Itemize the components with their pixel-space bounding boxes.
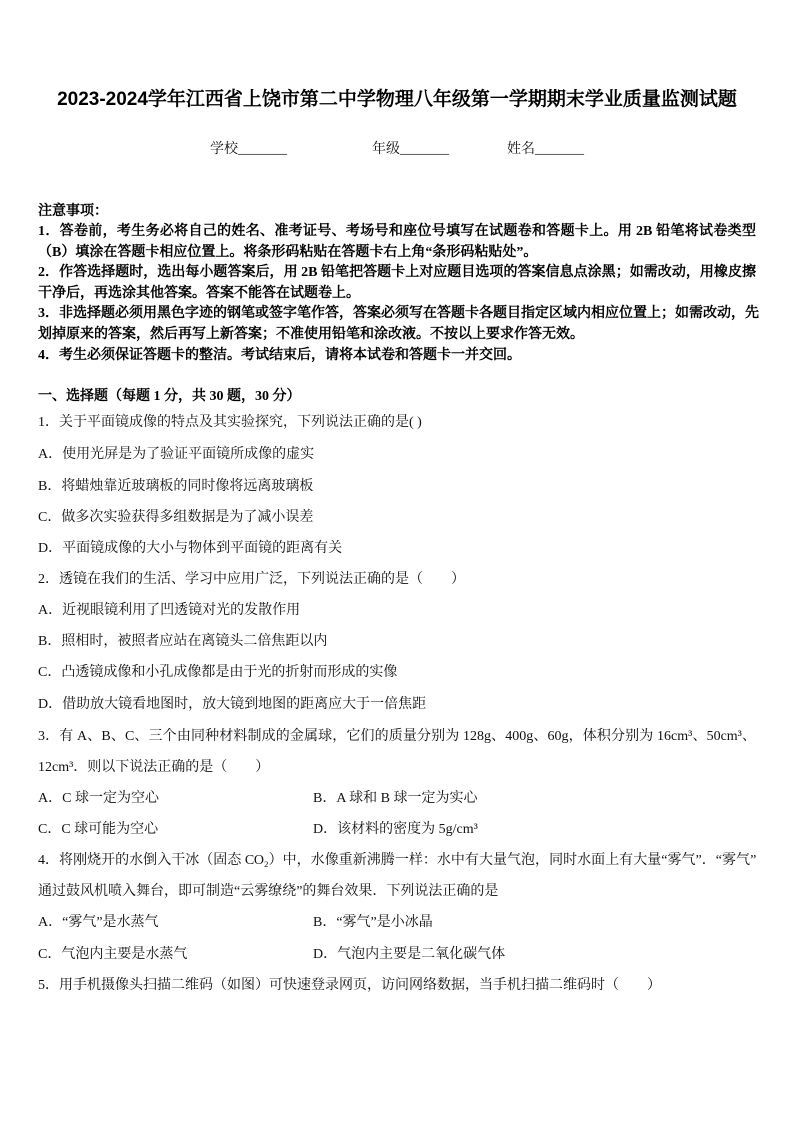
question-2-option-c: C．凸透镜成像和小孔成像都是由于光的折射而形成的实像 <box>38 665 398 680</box>
question-2-option-a: A．近视眼镜利用了凹透镜对光的发散作用 <box>38 603 301 618</box>
question-1-option-d: D．平面镜成像的大小与物体到平面镜的距离有关 <box>38 541 343 556</box>
question-4-stem: 4．将刚烧开的水倒入干冰（固态 CO₂）中，水像重新沸腾一样：水中有大量气泡，同时水面上有大量“雾气”．“雾气” <box>38 853 756 868</box>
question-3-stem: 3．有 A、B、C、三个由同种材料制成的金属球，它们的质量分别为 128g、400g、60g，体积分别为 16cm³、50cm³、 <box>38 729 756 744</box>
question-1-option-a: A．使用光屏是为了验证平面镜所成像的虚实 <box>38 447 315 462</box>
question-4-stem: 通过鼓风机喷入舞台，即可制造“云雾缭绕”的舞台效果．下列说法正确的是 <box>38 884 499 899</box>
question-4-option-b: B．“雾气”是小冰晶 <box>313 915 433 930</box>
question-3-stem: 12cm³．则以下说法正确的是（ ） <box>38 760 270 775</box>
question-1-option-c: C．做多次实验获得多组数据是为了减小误差 <box>38 510 314 525</box>
notice-line: 3．非选择题必须用黑色字迹的钢笔或签字笔作答，答案必须写在答题卡各题目指定区域内相应位置上；如需改动，先 <box>38 306 759 321</box>
section-heading: 一、选择题（每题 1 分，共 30 题，30 分） <box>38 389 301 404</box>
grade-field: 年级_______ <box>372 142 449 157</box>
question-3-option-c: C．C 球可能为空心 <box>38 822 159 837</box>
notice-line: 4．考生必须保证答题卡的整洁。考试结束后，请将本试卷和答题卡一并交回。 <box>38 348 521 363</box>
question-1-stem: 1．关于平面镜成像的特点及其实验探究，下列说法正确的是( ) <box>38 415 422 430</box>
question-1-option-b: B．将蜡烛靠近玻璃板的同时像将远离玻璃板 <box>38 479 314 494</box>
question-4-option-d: D．气泡内主要是二氧化碳气体 <box>313 947 506 962</box>
notice-line: 1．答卷前，考生务必将自己的姓名、准考证号、考场号和座位号填写在试题卷和答题卡上。用 2B 铅笔将试卷类型 <box>38 224 756 239</box>
question-2-stem: 2．透镜在我们的生活、学习中应用广泛，下列说法正确的是（ ） <box>38 572 465 587</box>
notice-heading: 注意事项： <box>38 204 108 219</box>
question-3-option-a: A．C 球一定为空心 <box>38 791 159 806</box>
exam-title: 2023-2024学年江西省上饶市第二中学物理八年级第一学期期末学业质量监测试题 <box>57 89 737 110</box>
question-4-option-c: C．气泡内主要是水蒸气 <box>38 947 188 962</box>
name-field: 姓名_______ <box>507 142 584 157</box>
notice-line: 干净后，再选涂其他答案。答案不能答在试题卷上。 <box>38 286 360 301</box>
school-field: 学校_______ <box>210 142 287 157</box>
question-5-stem: 5．用手机摄像头扫描二维码（如图）可快速登录网页，访问网络数据，当手机扫描二维码时（ ） <box>38 978 661 993</box>
notice-line: 划掉原来的答案，然后再写上新答案；不准使用铅笔和涂改液。不按以上要求作答无效。 <box>38 327 584 342</box>
question-2-option-d: D．借助放大镜看地图时，放大镜到地图的距离应大于一倍焦距 <box>38 697 427 712</box>
question-3-option-d: D．该材料的密度为 5g/cm³ <box>313 822 478 837</box>
notice-line: 2．作答选择题时，选出每小题答案后，用 2B 铅笔把答题卡上对应题目选项的答案信息点涂黑；如需改动，用橡皮擦 <box>38 265 756 280</box>
question-2-option-b: B．照相时，被照者应站在离镜头二倍焦距以内 <box>38 634 328 649</box>
notice-line: （B）填涂在答题卡相应位置上。将条形码粘贴在答题卡右上角“条形码粘贴处”。 <box>38 245 538 260</box>
question-4-option-a: A．“雾气”是水蒸气 <box>38 915 159 930</box>
question-3-option-b: B．A 球和 B 球一定为实心 <box>313 791 478 806</box>
